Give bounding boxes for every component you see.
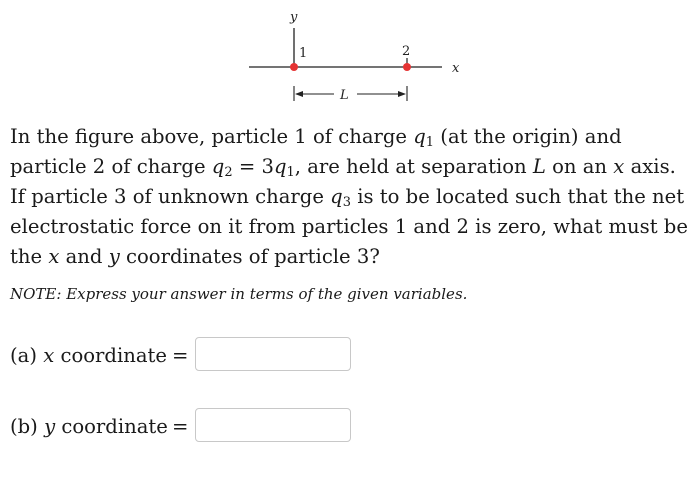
particle-1-dot [290, 63, 298, 71]
particle-2-label: 2 [402, 44, 411, 59]
y-axis-label: y [290, 10, 298, 25]
equals-sign: = [172, 344, 189, 367]
y-coordinate-input[interactable] [195, 408, 351, 442]
separation-label: L [340, 88, 349, 103]
dimension-right-arrow-icon [398, 91, 406, 97]
x-axis-label: x [452, 61, 460, 76]
charge-diagram [0, 0, 700, 115]
answer-label-y: (b) y coordinate [10, 415, 168, 438]
equals-sign: = [172, 415, 189, 438]
particle-2-dot [403, 63, 411, 71]
answer-label-x: (a) x coordinate [10, 344, 168, 367]
particle-1-label: 1 [299, 46, 308, 61]
note-text: NOTE: Express your answer in terms of the given variables. [10, 285, 468, 303]
dimension-left-arrow-icon [295, 91, 303, 97]
x-coordinate-input[interactable] [195, 337, 351, 371]
problem-statement: In the figure above, particle 1 of charge $q_1$ (at the origin) and particle 2 of charge $q_2 = 3q_1$, are held at separation L on an x axis. If particle 3 of unknown charge $q_3$ is to be located such that the net electrostatic force on it from particles 1 and 2 is zero, what must be the x and y coordinates of particle 3? [10, 125, 688, 268]
